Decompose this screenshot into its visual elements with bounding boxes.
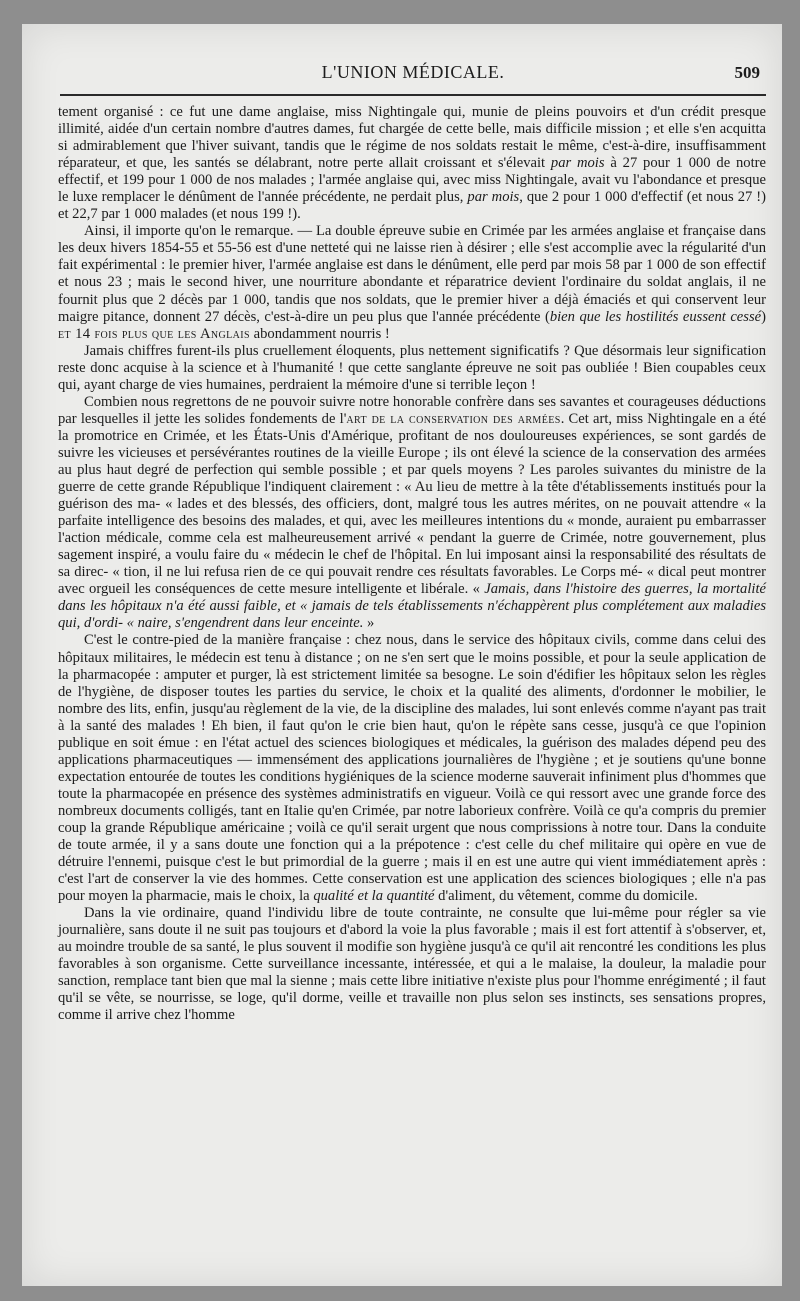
running-title: L'UNION MÉDICALE. — [321, 62, 505, 82]
italic-run: par mois — [550, 155, 605, 172]
text-run: d'aliment, du vêtement, comme du domicile. — [434, 888, 698, 905]
paragraph — [58, 104, 766, 223]
italic-run: Jamais, dans l'histoire des guerres, la mortalité dans les hôpitaux n'a été aussi faible, et « jamais de tels établissements n'échappèrent plus complétement aux maladies qui, d'ordi- « naire, s'engendrent dans leur enceinte. — [58, 581, 766, 632]
paragraph — [58, 223, 766, 342]
small-caps-run: art de la conservation des armées — [346, 410, 561, 427]
paragraph — [58, 905, 766, 1024]
text-run: abondamment nourris ! — [249, 325, 390, 342]
text-run: ) — [761, 308, 766, 325]
text-run: . Cet art, miss Nightingale en a été la promotrice en Crimée, et les États-Unis d'Amérique, profitant de nos douloureuses expériences, se sont gardés de suivre les vicieuses et persévérantes routines de la vieille Europe ; ils ont élevé la science de la conservation des armées au plus haut degré de perfection qui semble possible ; et par quels moyens ? Les paroles suivantes du ministre de la guerre de cette grande République l'indiquent clairement : « Au lieu de mettre à la tête d'établissements institués pour la guérison des ma- « lades et des blessés, des officiers, dont, malgré tous les autres mérites, on ne pouvait attendre « la parfaite intelligence des besoins des malades, et qui, avec les meilleures intentions du « monde, auraient pu embarrasser l'action médicale, comme cela est malheureusement arrivé « pendant la guerre de Crimée, notre gouvernement, plus sagement inspiré, a voulu faire du « médecin le chef de l'hôpital. En lui imposant ainsi la responsabilité des résultats de sa direc- « tion, il ne lui refusa rien de ce qui pouvait rendre ces résultats favorables. Le Corps mé- « dical peut montrer avec orgueil les conséquences de cette mesure intelligente et libérale. « — [58, 410, 767, 598]
italic-run: bien que les hostilités eussent cessé — [549, 308, 762, 325]
text-run: tement organisé : ce fut une dame anglaise, miss Nightingale qui, munie de pleins pouvoirs et d'un crédit presque illimité, aidée d'un certain nombre d'autres dames, fut chargée de cette belle, mais difficile mission ; et elle s'en acquitta si admirablement que l'hiver suivant, tandis que le régime de nos soldats restait le même, c'est-à-dire, insuffisamment réparateur, et que, les santés se délabrant, notre perte allait croissant et s'élevait — [58, 104, 766, 172]
header-rule — [60, 94, 766, 96]
text-run: Combien nous regrettons de ne pouvoir suivre notre honorable confrère dans ses savantes et courageuses déductions par lesquelles il jette les solides fondements de l' — [58, 393, 766, 427]
text-run: Ainsi, il importe qu'on le remarque. — La double épreuve subie en Crimée par les armées anglaise et française dans les deux hivers 1854-55 et 55-56 est d'une netteté qui ne laisse rien à désirer ; elle s'est accomplie avec la régularité d'un fait expérimental : le premier hiver, l'armée anglaise est dans le dénûment, elle perd par mois 58 par 1 000 de son effectif et nous 23 ; mais le second hiver, une nourriture abondante et réparatrice devient l'ordinaire du soldat anglais, il ne fournit plus que 2 décès par 1 000, tandis que nos soldats, que le premier hiver a déjà émaciés et qui conservent leur maigre pitance, donnent 27 décès, c'est-à-dire un peu plus que l'année précédente ( — [58, 223, 766, 325]
article-body — [58, 104, 766, 1025]
text-run: C'est le contre-pied de la manière française : chez nous, dans le service des hôpitaux civils, comme dans celui des hôpitaux militaires, le médecin est tenu à distance ; on ne s'en sert que le moins possible, et pour la seule application de la pharmacopée : amputer et purger, là est strictement limitée sa besogne. Le soin d'édifier les hôpitaux selon les règles de l'hygiène, de disposer toutes les parties du service, le choix et la qualité des aliments, d'ordonner le mobilier, le nombre des lits, enfin, jusqu'au règlement de la vie, de la discipline des malades, lui sont enlevés comme n'ayant pas trait à la santé des malades ! Eh bien, il faut qu'on le crie bien haut, qu'on le répète sans cesse, jusqu'à ce que l'opinion publique en soit émue : en l'état actuel des sciences biologiques et médicales, la guérison des malades dépend peu des applications pharmaceutiques — immensément des applications journalières de l'hygiène ; et je soutiens qu'une bonne expectation entourée de toutes les conditions hygiéniques de la science moderne sauverait infiniment plus d'hommes que toute la pharmacopée en présence des systèmes administratifs en vigueur. Voilà ce qui ressort avec une grande force des nombreux documents colligés, tant en Italie qu'en Crimée, par notre laborieux confrère. Voilà ce qu'a compris du premier coup la grande République américaine ; voilà ce qu'il serait urgent que nous comprissions à notre tour. Dans la conduite de toute armée, il y a sans doute une fonction qui a la prépotence : c'est celle du chef militaire qui opère en vue de détruire l'ennemi, puisque c'est le but primordial de la guerre ; mais il en est une autre qui vient immédiatement après : c'est l'art de conserver la vie des hommes. Cette conservation est une application des sciences biologiques ; elle n'a pas pour moyen la pharmacie, mais le choix, la — [58, 632, 766, 905]
small-caps-run: et 14 fois plus que les Anglais — [58, 325, 250, 342]
page-number: 509 — [734, 63, 760, 82]
paragraph — [58, 343, 766, 394]
text-run: à 27 pour 1 000 de notre effectif, et 199 pour 1 000 de nos malades ; l'armée anglaise qui, avec miss Nightingale, avait vu l'abondance et presque le luxe remplacer le dénûment de l'année précédente, ne perdait plus, — [58, 155, 766, 206]
text-run: , que 2 pour 1 000 d'effectif (et nous 27 !) et 22,7 par 1 000 malades (et nous 199 !). — [58, 189, 767, 223]
paragraph — [58, 632, 766, 905]
text-run: Dans la vie ordinaire, quand l'individu libre de toute contrainte, ne consulte que lui-même pour régler sa vie journalière, sans doute il ne suit pas toujours et d'abord la voie la plus favorable ; mais il est fort attentif à s'observer, et, au moindre trouble de sa santé, le plus souvent il modifie son hygiène jusqu'à ce qu'il ait rencontré les conditions les plus favorables à son organisme. Cette surveillance incessante, intéressée, et qui a le malaise, la douleur, la maladie pour sanction, remplace tant bien que mal la sienne ; mais cette libre initiative n'existe plus pour l'homme enrégimenté ; il faut qu'il se vête, se nourrisse, se loge, qu'il dorme, veille et travaille non plus selon ses instincts, ses sensations propres, comme il arrive chez l'homme — [58, 905, 766, 1024]
document-page — [22, 24, 782, 1286]
italic-run: qualité et la quantité — [313, 888, 435, 905]
italic-run: par mois — [467, 189, 520, 206]
text-run: Jamais chiffres furent-ils plus cruellement éloquents, plus nettement significatifs ? Que désormais leur signification reste donc acquise à la science et à l'humanité ! que cette sanglante épreuve ne soit pas oubliée ! Bien coupables ceux qui, ayant charge de vies humaines, perdraient la mémoire d'une si terrible leçon ! — [58, 342, 766, 393]
paragraph — [58, 394, 766, 633]
text-run: » — [363, 615, 375, 632]
page-header — [62, 62, 764, 90]
